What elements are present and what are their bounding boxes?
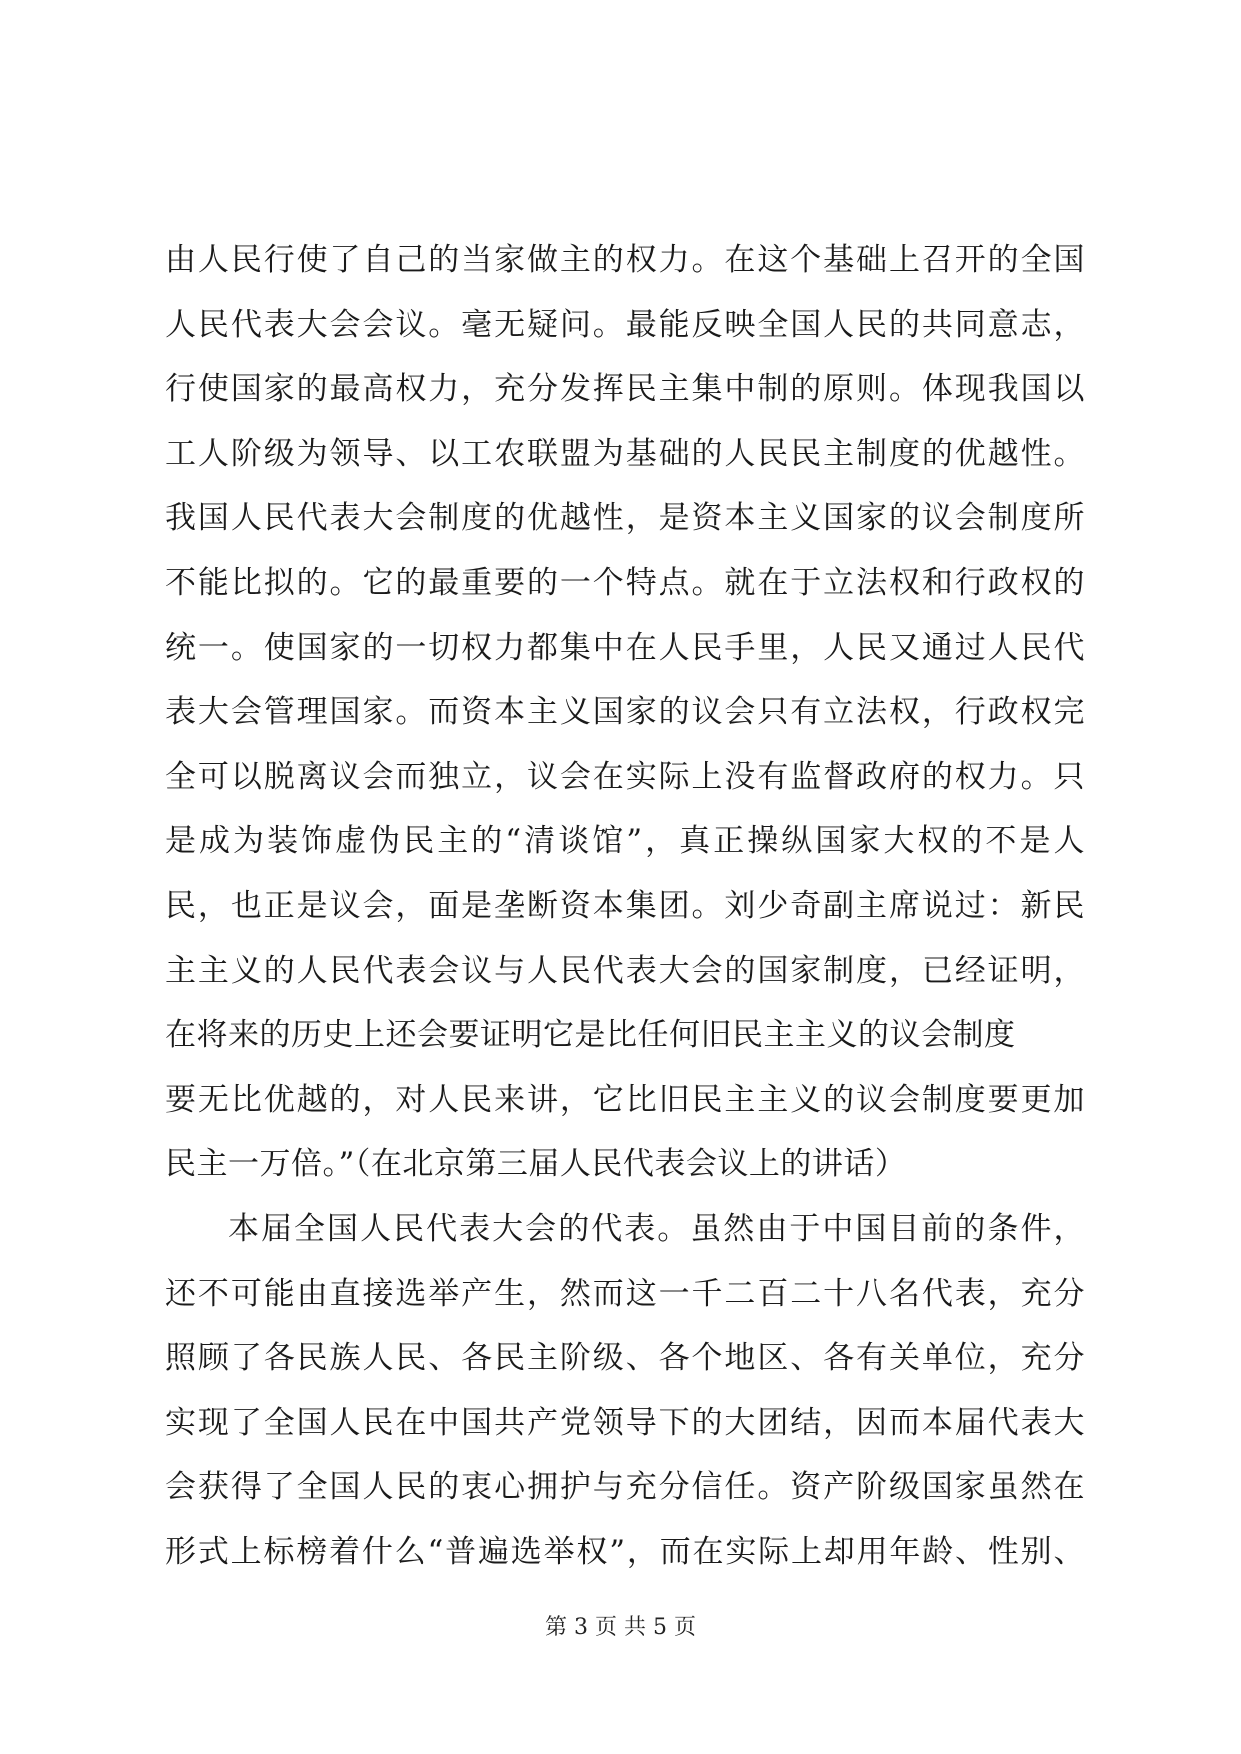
text-line: 我国人民代表大会制度的优越性，是资本主义国家的议会制度所 <box>165 500 1085 537</box>
text-line: 是成为装饰虚伪民主的“清谈馆”，真正操纵国家大权的不是人 <box>165 823 1085 860</box>
text-line: 行使国家的最高权力，充分发挥民主集中制的原则。体现我国以 <box>165 371 1085 408</box>
text-line: 要无比优越的，对人民来讲，它比旧民主主义的议会制度要更加 <box>165 1081 1085 1118</box>
text-line: 民主一万倍。”（在北京第三届人民代表会议上的讲话） <box>165 1146 907 1183</box>
text-line: 在将来的历史上还会要证明它是比任何旧民主主义的议会制度 <box>165 1017 1016 1054</box>
text-line: 表大会管理国家。而资本主义国家的议会只有立法权，行政权完 <box>165 694 1085 731</box>
text-line: 还不可能由直接选举产生，然而这一千二百二十八名代表，充分 <box>165 1275 1085 1312</box>
text-line: 形式上标榜着什么“普遍选举权”，而在实际上却用年龄、性别、 <box>165 1533 1085 1570</box>
text-line: 工人阶级为领导、以工农联盟为基础的人民民主制度的优越性。 <box>165 435 1085 472</box>
text-line: 会获得了全国人民的衷心拥护与充分信任。资产阶级国家虽然在 <box>165 1469 1085 1506</box>
text-line: 主主义的人民代表会议与人民代表大会的国家制度，已经证明， <box>165 952 1085 989</box>
text-line: 由人民行使了自己的当家做主的权力。在这个基础上召开的全国 <box>165 242 1085 278</box>
page-number-footer: 第 3 页 共 5 页 <box>545 1615 696 1640</box>
text-line: 本届全国人民代表大会的代表。虽然由于中国目前的条件， <box>228 1210 1085 1247</box>
text-line: 统一。使国家的一切权力都集中在人民手里，人民又通过人民代 <box>165 629 1085 666</box>
text-line: 不能比拟的。它的最重要的一个特点。就在于立法权和行政权的 <box>165 564 1085 601</box>
text-line: 民，也正是议会，面是垄断资本集团。刘少奇副主席说过：新民 <box>165 887 1085 924</box>
text-line: 全可以脱离议会而独立，议会在实际上没有监督政府的权力。只 <box>165 758 1085 795</box>
text-line: 实现了全国人民在中国共产党领导下的大团结，因而本届代表大 <box>165 1404 1085 1441</box>
text-line: 照顾了各民族人民、各民主阶级、各个地区、各有关单位，充分 <box>165 1340 1085 1377</box>
body-text <box>165 228 1085 1584</box>
text-line: 人民代表大会会议。毫无疑问。最能反映全国人民的共同意志， <box>165 306 1085 343</box>
